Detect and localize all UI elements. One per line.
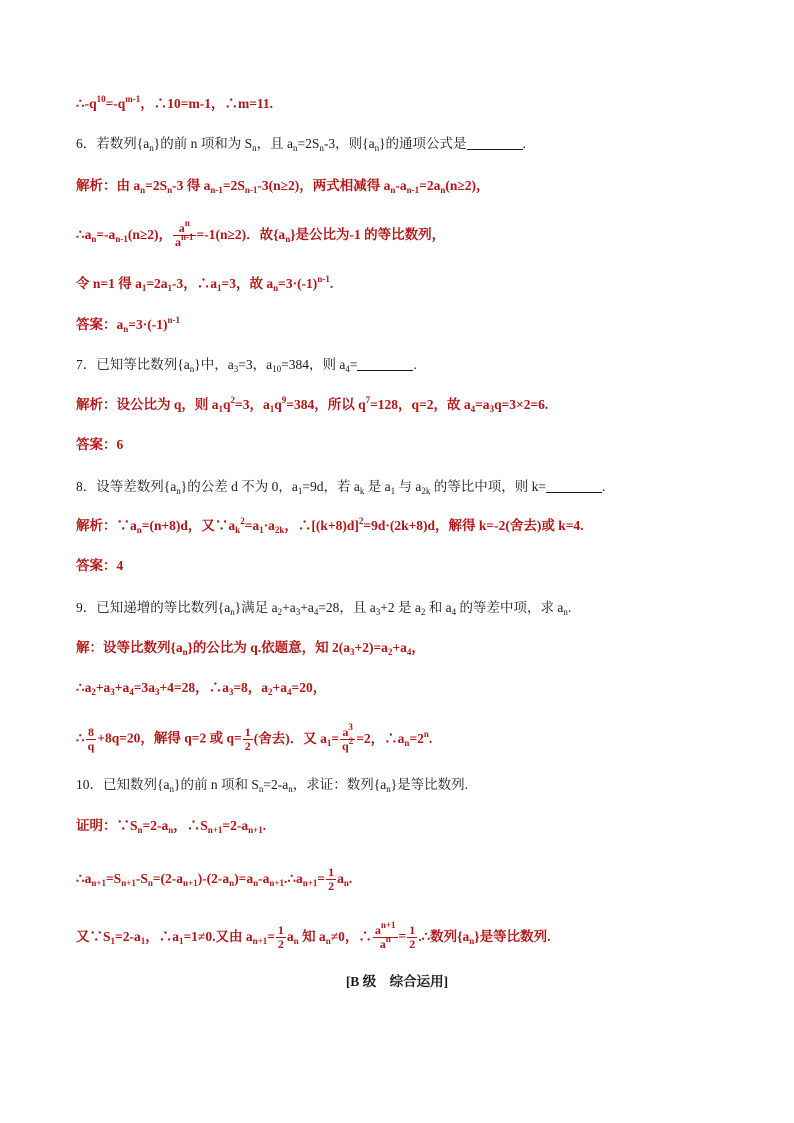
fraction: $\frac{8}{q}$ xyxy=(87,725,95,753)
q6-solution-line-1: 解析：由 $a_n=2S_n-3$ 得 $a_{n-1}=2S_{n-1}-3(n\ge 2)$，两式相减得 $a_n-a_{n-1}=2a_n(n\ge 2)$， xyxy=(76,178,490,195)
question-7: 7．已知等比数列$\{a_n\}$中，$a_3=3$，$a_{10}=384$，则 $a_4=$ . xyxy=(76,357,417,374)
q7-solution: 解析：设公比为 q，则 $a_1q^2=3$，$a_1q^9=384$，所以 $q^7=128$，q=2，故 $a_4=a_3q=3\times 2=6$. xyxy=(76,395,549,414)
question-10: 10．已知数列$\{a_n\}$的前 n 项和 $S_n=2-a_n$，求证：数列$\{a_n\}$是等比数列. xyxy=(76,777,469,794)
fraction: $\frac{a^{n+1}}{a^n}$ xyxy=(374,920,396,951)
q9-solution-line-2: $\therefore a_2+a_3+a_4=3a_3+4=28$，$\therefore a_3=8$，$a_2+a_4=20$， xyxy=(76,680,327,697)
q8-answer: 答案：4 xyxy=(76,558,124,573)
q7-answer: 答案：6 xyxy=(76,437,124,452)
q6-solution-line-2: $\therefore a_n=-a_{n-1}(n\ge 2)$， $\frac{a^n}{a^{n-1}}$ =-1(n≥2)．故$\{a_n\}$是公比为-1 的等比数列， xyxy=(76,218,446,249)
section-heading: [B 级 综合运用] xyxy=(345,974,449,989)
fraction: $\frac{a^n}{a^{n-1}}$ xyxy=(175,218,194,249)
q6-solution-line-3: 令 n=1 得 $a_1=2a_1-3$，$\therefore a_1=3$，故 $a_n=3\cdot(-1)^{n-1}$. xyxy=(76,274,334,293)
fraction: $\frac{a^3}{q^2}$ xyxy=(342,722,354,753)
q6-answer: 答案：$a_n=3\cdot(-1)^{n-1}$ xyxy=(76,315,180,334)
question-8: 8．设等差数列$\{a_n\}$的公差 d 不为 0，$a_1=9d$，若 $a_k$ 是 $a_1$ 与 $a_{2k}$ 的等比中项，则 k= . xyxy=(76,479,606,496)
q10-proof-line-1: 证明：$\because S_n=2-a_n$，$\therefore S_{n+1}=2-a_{n+1}$. xyxy=(76,818,267,835)
question-9: 9．已知递增的等比数列$\{a_n\}$满足 $a_2+a_3+a_4=28$，且 $a_3+2$ 是 $a_2$ 和 $a_4$ 的等差中项，求 $a_n$. xyxy=(76,600,572,617)
fraction: $\frac{1}{2}$ xyxy=(409,923,416,951)
fraction: $\frac{1}{2}$ xyxy=(244,725,251,753)
q8-solution: 解析：$\because a_n=(n+8)d$，又$\because a_k^2=a_1\cdot a_{2k}$，$\therefore[(k+8)d]^2=9d\cdot(2k+8)d$，解得 k=-2(舍去)或 k=4. xyxy=(76,516,584,535)
fraction: $\frac{1}{2}$ xyxy=(277,923,284,951)
answer-continuation-line: $\therefore-q^{10}=-q^{m-1}$，∴10=m-1，∴m=11. xyxy=(76,94,274,111)
q10-proof-line-3: 又$\because S_1=2-a_1$，$\therefore a_1=1\ne 0$.又由 $a_{n+1}=$ $\frac{1}{2}$ $a_n$ 知 $a_n\ne 0$，∴ $\frac{a^{n+1}}{a^n}$ = $\frac{1}{2}$ .∴数列$\{a_n\}$是等比数列. xyxy=(76,920,551,951)
fraction: $\frac{1}{2}$ xyxy=(328,865,335,893)
question-6: 6．若数列$\{a_n\}$的前 n 项和为 $S_n$，且 $a_n=2S_n-3$，则$\{a_n\}$的通项公式是 . xyxy=(76,136,526,153)
q9-solution-line-3: ∴ $\frac{8}{q}$ +8q=20，解得 q=2 或 q= $\frac{1}{2}$ (舍去)．又 $a_1=$ $\frac{a^3}{q^2}$ =2，$\therefore a_n=2^n$. xyxy=(76,722,433,753)
q10-proof-line-2: $\therefore a_{n+1}=S_{n+1}-S_n=(2-a_{n+1})-(2-a_n)=a_n-a_{n+1}.\therefore a_{n+1}=$ $\frac{1}{2}$ $a_n$. xyxy=(76,865,353,893)
q9-solution-line-1: 解：设等比数列$\{a_n\}$的公比为 q.依题意，知 $2(a_3+2)=a_2+a_4$， xyxy=(76,640,425,657)
